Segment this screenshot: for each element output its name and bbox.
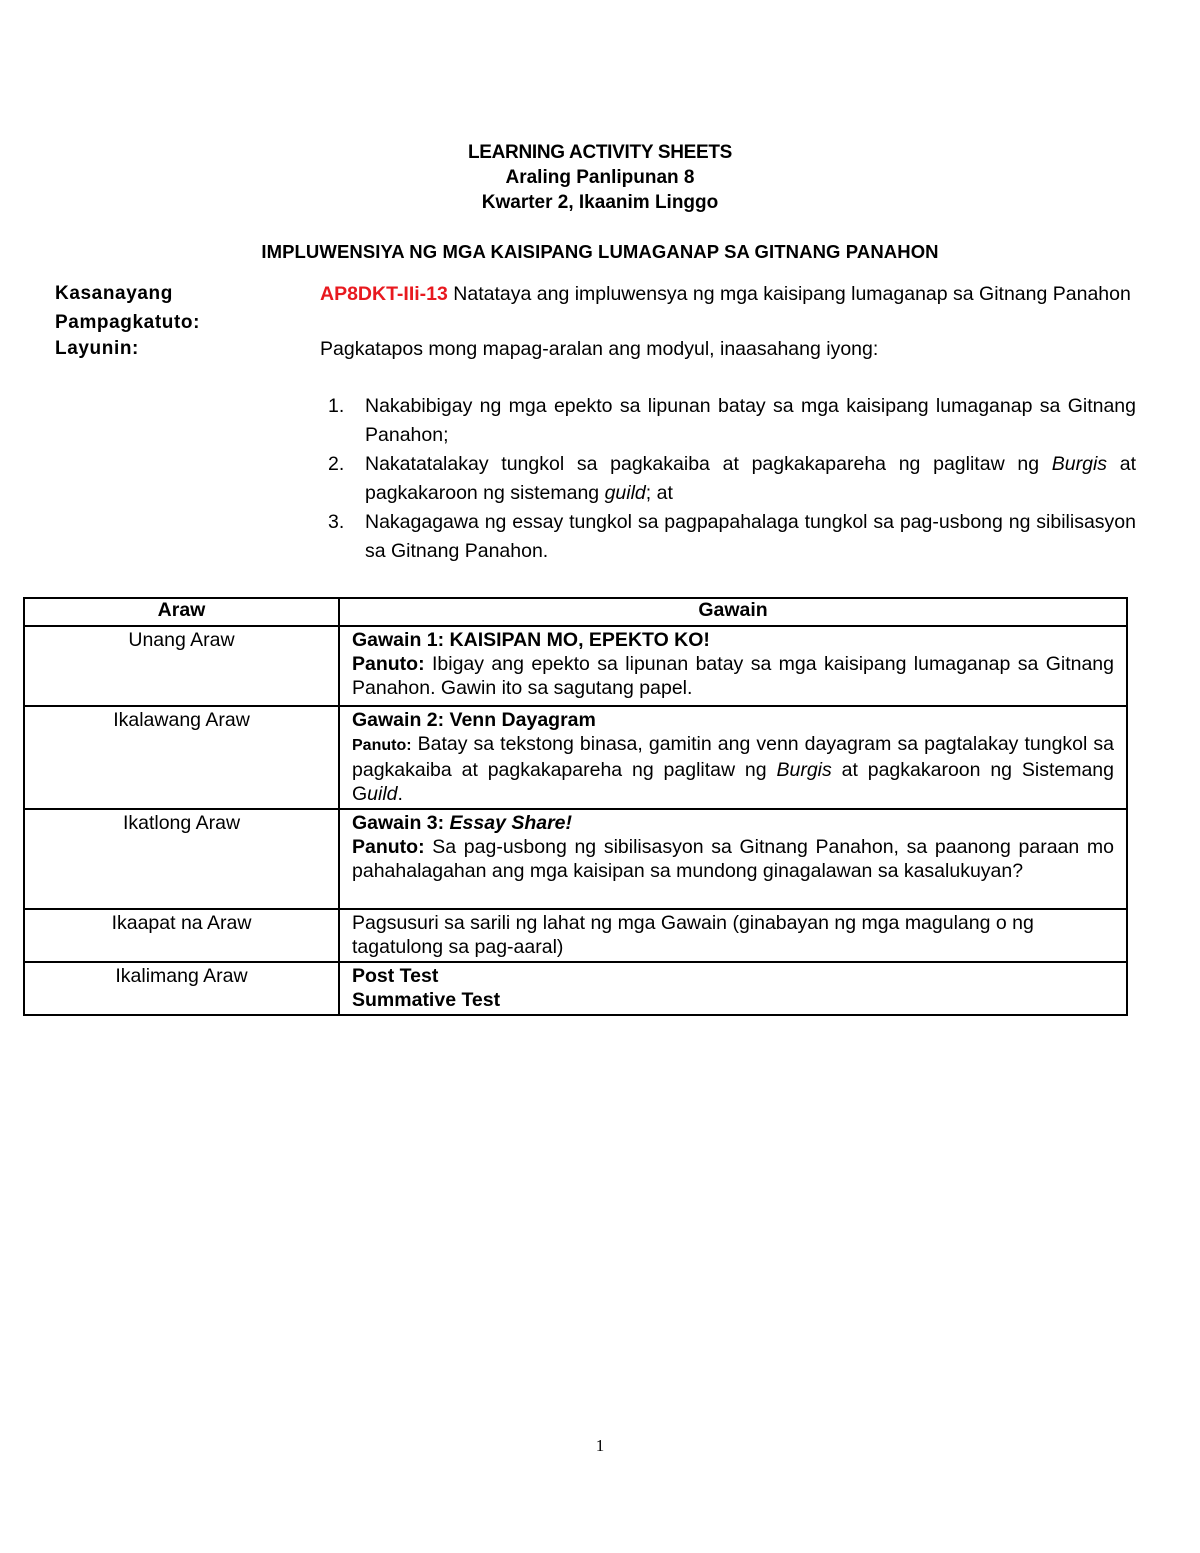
day-cell: Ikaapat na Araw (24, 909, 339, 962)
competency-text: Natataya ang impluwensya ng mga kaisipang lumaganap sa Gitnang Panahon (447, 283, 1131, 305)
objective-item (328, 508, 1136, 566)
day-cell: Ikalawang Araw (24, 706, 339, 809)
activity-title: Gawain 2: Venn Dayagram (352, 709, 596, 731)
objective-number: 1. (328, 395, 345, 417)
activity-instruction (352, 652, 1114, 700)
panuto-label: Panuto: (352, 653, 425, 675)
objective-text-mid: at pagkakaroon ng sistemang (365, 453, 1136, 504)
activity-instruction (352, 835, 1114, 883)
competency-label-line1: Kasanayang (55, 283, 173, 304)
panuto-emphasis: Burgis (776, 759, 832, 781)
panuto-text-post: . (397, 783, 403, 805)
header-araw: Araw (24, 598, 339, 626)
schedule-table (23, 597, 1128, 1016)
competency-value (320, 282, 1135, 307)
post-test-label: Post Test (352, 965, 439, 987)
activity-title-emphasis: Essay Share! (449, 812, 573, 834)
quarter-week: Kwarter 2, Ikaanim Linggo (481, 192, 719, 213)
activity-instruction (352, 732, 1114, 806)
activity-cell (339, 626, 1127, 706)
table-row (24, 706, 1127, 809)
panuto-text: Sa pag-usbong ng sibilisasyon sa Gitnang Panahon, sa paanong paraan mo pahahalagahan ang mga kaisipan sa mundong ginagalawan sa kasalukuyan? (352, 836, 1114, 882)
objective-number: 3. (328, 511, 345, 533)
objective-text: Nakagagawa ng essay tungkol sa pagpapahalaga tungkol sa pag-usbong ng sibilisasyon sa Gitnang Panahon. (365, 511, 1136, 562)
table-row (24, 626, 1127, 706)
objectives-label: Layunin: (55, 338, 139, 359)
header-gawain: Gawain (339, 598, 1127, 626)
objective-text-post: ; at (645, 482, 673, 504)
activity-cell (339, 962, 1127, 1015)
activity-cell (339, 809, 1127, 909)
objective-text: Nakabibigay ng mga epekto sa lipunan batay sa mga kaisipang lumaganap sa Gitnang Panahon; (365, 395, 1136, 446)
summative-test-label: Summative Test (352, 989, 501, 1011)
table-row (24, 962, 1127, 1015)
activity-title: Gawain 1: KAISIPAN MO, EPEKTO KO! (352, 629, 710, 651)
activity-cell (339, 909, 1127, 962)
lesson-topic: IMPLUWENSIYA NG MGA KAISIPANG LUMAGANAP SA GITNANG PANAHON (261, 241, 939, 262)
day-cell: Unang Araw (24, 626, 339, 706)
competency-code: AP8DKT-IIi-13 (320, 283, 448, 305)
objective-text-pre: Nakatatalakay tungkol sa pagkakaiba at pagkakapareha ng paglitaw ng (365, 453, 1052, 475)
panuto-emphasis: uild (367, 783, 398, 805)
competency-label-line2: Pampagkatuto: (55, 312, 201, 333)
objective-item (328, 392, 1136, 450)
objective-emphasis: guild (604, 482, 646, 504)
panuto-text-pre: Batay sa tekstong binasa, gamitin ang venn dayagram sa pagtalakay tungkol sa pagkakaiba at pagkakapareha ng paglitaw ng (352, 733, 1114, 781)
sheet-title: LEARNING ACTIVITY SHEETS (467, 142, 733, 163)
activity-cell (339, 706, 1127, 809)
day-cell: Ikatlong Araw (24, 809, 339, 909)
activity-text: Pagsusuri sa sarili ng lahat ng mga Gawain (ginabayan ng mga magulang o ng tagatulong sa pag-aaral) (352, 912, 1034, 958)
objectives-list (328, 392, 1136, 566)
panuto-label: Panuto: (352, 737, 412, 754)
activity-title-text: Gawain 3: (352, 812, 450, 834)
day-cell: Ikalimang Araw (24, 962, 339, 1015)
table-header-row (24, 598, 1127, 626)
activity-title (352, 811, 1114, 835)
panuto-label: Panuto: (352, 836, 425, 858)
page-number: 1 (595, 1436, 605, 1455)
subject-title: Araling Panlipunan 8 (505, 167, 695, 188)
table-row (24, 809, 1127, 909)
objectives-intro: Pagkatapos mong mapag-aralan ang modyul, inaasahang iyong: (320, 338, 879, 360)
objective-number: 2. (328, 453, 345, 475)
objective-emphasis: Burgis (1051, 453, 1108, 475)
objective-item (328, 450, 1136, 508)
panuto-text: Ibigay ang epekto sa lipunan batay sa mga kaisipang lumaganap sa Gitnang Panahon. Gawin ito sa sagutang papel. (352, 653, 1114, 699)
table-row (24, 909, 1127, 962)
panuto-text-mid: at pagkakaroon ng Sistemang G (352, 759, 1114, 805)
document-header (0, 140, 1200, 215)
